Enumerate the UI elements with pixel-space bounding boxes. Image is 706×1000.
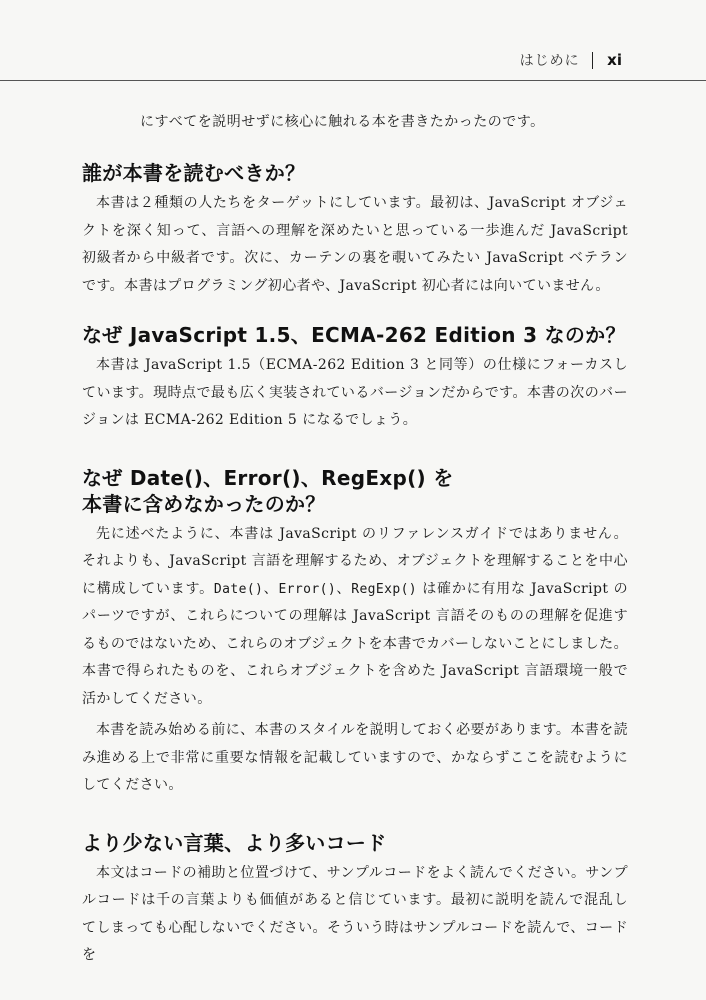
section-paragraph: 本文はコードの補助と位置づけて、サンプルコードをよく読んでください。サンプルコードは千の言葉よりも価値があると信じています。最初に説明を読んで混乱してしまっても心配しないでください。そういう時はサンプルコードを読んで、コードを	[82, 864, 628, 963]
section-paragraph: 本書を読み始める前に、本書のスタイルを説明しておく必要があります。本書を読み進める上で非常に重要な情報を記載していますので、かならずここを読むようにしてください。	[82, 722, 628, 793]
header-separator	[592, 52, 594, 69]
list-separator: 、	[336, 580, 352, 597]
heading-line: なぜ Date()、Error()、RegExp() を	[82, 465, 454, 490]
running-header	[520, 50, 622, 70]
section-paragraph: 本書は JavaScript 1.5（ECMA-262 Edition 3 と同等）の仕様にフォーカスしています。現時点で最も広く実装されているバージョンだからです。本書の次のバージョンは ECMA-262 Edition 5 になるでしょう。	[82, 357, 628, 428]
heading-line: 本書に含めなかったのか？	[82, 491, 326, 516]
section-heading-less-words: より少ない言葉、より多いコード	[82, 830, 387, 855]
paragraph-text: 先に述べたように、本書は JavaScript のリファレンスガイドではありません。それよりも、JavaScript 言語を理解するため、オブジェクトを理解することを中心に構成しています。	[82, 525, 628, 597]
running-title: はじめに	[519, 53, 580, 69]
section-heading-audience: 誰が本書を読むべきか？	[82, 161, 306, 185]
page-number: xi	[607, 51, 622, 69]
code-regexp: RegExp()	[351, 581, 418, 597]
code-error: Error()	[278, 581, 337, 597]
list-separator: 、	[263, 580, 279, 597]
code-date: Date()	[213, 581, 264, 597]
section-paragraph: 本書は２種類の人たちをターゲットにしています。最初は、JavaScript オブジェクトを深く知って、言語への理解を深めたいと思っている一歩進んだ JavaScript 初級者から中級者です。次に、カーテンの裏を覗いてみたい JavaScript ベテランです。本書はプログラミング初心者や、JavaScript 初心者には向いていません。	[82, 195, 628, 294]
header-rule	[0, 80, 706, 81]
section-paragraph	[82, 521, 628, 714]
section-heading-version: なぜ JavaScript 1.5、ECMA-262 Edition 3 なのか？	[82, 323, 626, 347]
carryover-text: にすべてを説明せずに核心に触れる本を書きたかったのです。	[140, 114, 545, 130]
paragraph-text: は確かに有用な JavaScript のパーツですが、これらについての理解は JavaScript 言語そのものの理解を促進するものではないため、これらのオブジェクトを本書でカバーしないことにしました。本書で得られたものを、これらオブジェクトを含めた JavaScript 言語環境一般で活かしてください。	[82, 580, 629, 707]
page-body	[82, 108, 628, 970]
section-heading-excluded-objects	[82, 465, 628, 517]
